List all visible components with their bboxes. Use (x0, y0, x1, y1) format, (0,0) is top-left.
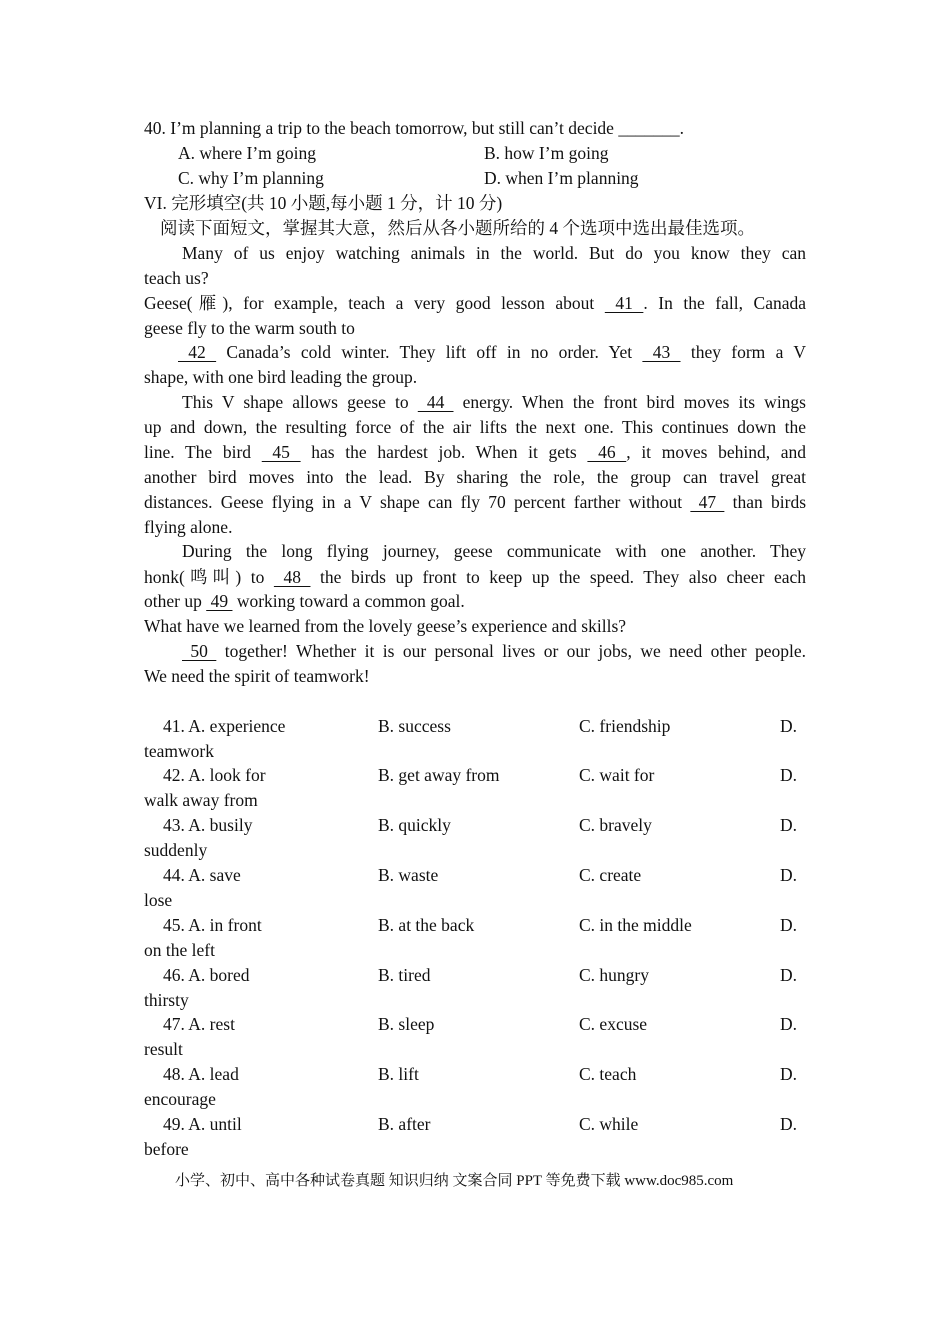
option-d-label: D. (780, 915, 798, 935)
option-c: C. create (579, 865, 642, 885)
option-d-label: D. (780, 765, 798, 785)
option-a: 49. A. until (163, 1114, 242, 1134)
option-c: C. teach (579, 1064, 637, 1084)
section-title: VI. 完形填空(共 10 小题,每小题 1 分，计 10 分) (144, 193, 503, 213)
q40-option-a: A. where I’m going (178, 143, 317, 163)
passage-line: Many of us enjoy watching animals in the world. But do you know they can (182, 243, 806, 263)
option-a: 44. A. save (163, 865, 241, 885)
option-c: C. while (579, 1114, 639, 1134)
option-d-label: D. (780, 1014, 798, 1034)
blank-42: 42 (178, 342, 217, 362)
option-a: 43. A. busily (163, 815, 253, 835)
passage-line: shape, with one bird leading the group. (144, 367, 418, 387)
option-d-text: before (144, 1139, 189, 1159)
option-a: 47. A. rest (163, 1014, 235, 1034)
option-d-label: D. (780, 1064, 798, 1084)
blank-41: 41 (604, 293, 644, 313)
blank-46: 46 (587, 442, 627, 462)
option-d-text: thirsty (144, 990, 189, 1010)
option-d-label: D. (780, 1114, 798, 1134)
section-instruction: 阅读下面短文，掌握其大意，然后从各小题所给的 4 个选项中选出最佳选项。 (160, 218, 755, 238)
option-d-label: D. (780, 965, 798, 985)
option-c: C. bravely (579, 815, 652, 835)
blank-43: 43 (642, 342, 681, 362)
blank-49: 49 (206, 591, 233, 611)
option-b: B. at the back (378, 915, 475, 935)
option-b: B. sleep (378, 1014, 435, 1034)
passage-line: distances. Geese flying in a V shape can fly 70 percent farther without 47 than birds (144, 492, 807, 512)
passage-line: up and down, the resulting force of the air lifts the next one. This continues down the (144, 417, 806, 437)
blank-47: 47 (690, 492, 725, 512)
q40-option-b: B. how I’m going (484, 143, 609, 163)
option-d-text: teamwork (144, 741, 214, 761)
blank-45: 45 (261, 442, 301, 462)
passage-line: geese fly to the warm south to (144, 318, 355, 338)
passage-line: 50 together! Whether it is our personal lives or our jobs, we need other people. (182, 641, 806, 661)
q40-option-c: C. why I’m planning (178, 168, 324, 188)
page-footer: 小学、初中、高中各种试卷真题 知识归纳 文案合同 PPT 等免费下载 www.doc985.com (175, 1173, 734, 1189)
option-a: 42. A. look for (163, 765, 266, 785)
blank-48: 48 (273, 567, 311, 587)
option-c: C. in the middle (579, 915, 692, 935)
option-b: B. tired (378, 965, 431, 985)
option-d-label: D. (780, 716, 798, 736)
option-c: C. wait for (579, 765, 655, 785)
option-b: B. lift (378, 1064, 419, 1084)
option-c: C. excuse (579, 1014, 648, 1034)
q40-stem: 40. I’m planning a trip to the beach tomorrow, but still can’t decide _______. (144, 118, 684, 138)
option-b: B. waste (378, 865, 439, 885)
option-d-text: encourage (144, 1089, 216, 1109)
option-b: B. after (378, 1114, 431, 1134)
q40-option-d: D. when I’m planning (484, 168, 639, 188)
option-d-label: D. (780, 865, 798, 885)
option-c: C. friendship (579, 716, 671, 736)
passage-line: other up 49 working toward a common goal. (144, 591, 465, 611)
option-a: 48. A. lead (163, 1064, 239, 1084)
option-a: 45. A. in front (163, 915, 262, 935)
passage-line: We need the spirit of teamwork! (144, 666, 370, 686)
option-b: B. quickly (378, 815, 451, 835)
option-b: B. get away from (378, 765, 500, 785)
passage-line: 42 Canada’s cold winter. They lift off in no order. Yet 43 they form a V (178, 342, 806, 362)
option-a: 46. A. bored (163, 965, 250, 985)
passage-line: What have we learned from the lovely geese’s experience and skills? (144, 616, 627, 636)
passage-line: flying alone. (144, 517, 233, 537)
passage-line: This V shape allows geese to 44 energy. When the front bird moves its wings (182, 392, 806, 412)
passage-line: Geese(雁), for example, teach a very good lesson about 41 . In the fall, Canada (144, 293, 806, 313)
option-a: 41. A. experience (163, 716, 286, 736)
passage-line: another bird moves into the lead. By sharing the role, the group can travel great (144, 467, 806, 487)
option-d-text: on the left (144, 940, 215, 960)
option-d-text: suddenly (144, 840, 208, 860)
option-d-text: walk away from (144, 790, 258, 810)
option-d-label: D. (780, 815, 798, 835)
option-b: B. success (378, 716, 451, 736)
option-c: C. hungry (579, 965, 649, 985)
blank-44: 44 (417, 392, 454, 412)
passage-line: line. The bird 45 has the hardest job. When it gets 46 , it moves behind, and (144, 442, 807, 462)
passage-line: teach us? (144, 268, 209, 288)
blank-50: 50 (182, 641, 217, 661)
passage-line: During the long flying journey, geese communicate with one another. They (182, 541, 806, 561)
option-d-text: lose (144, 890, 173, 910)
option-d-text: result (144, 1039, 183, 1059)
passage-line: honk(鸣叫) to 48 the birds up front to keep up the speed. They also cheer each (144, 567, 806, 587)
